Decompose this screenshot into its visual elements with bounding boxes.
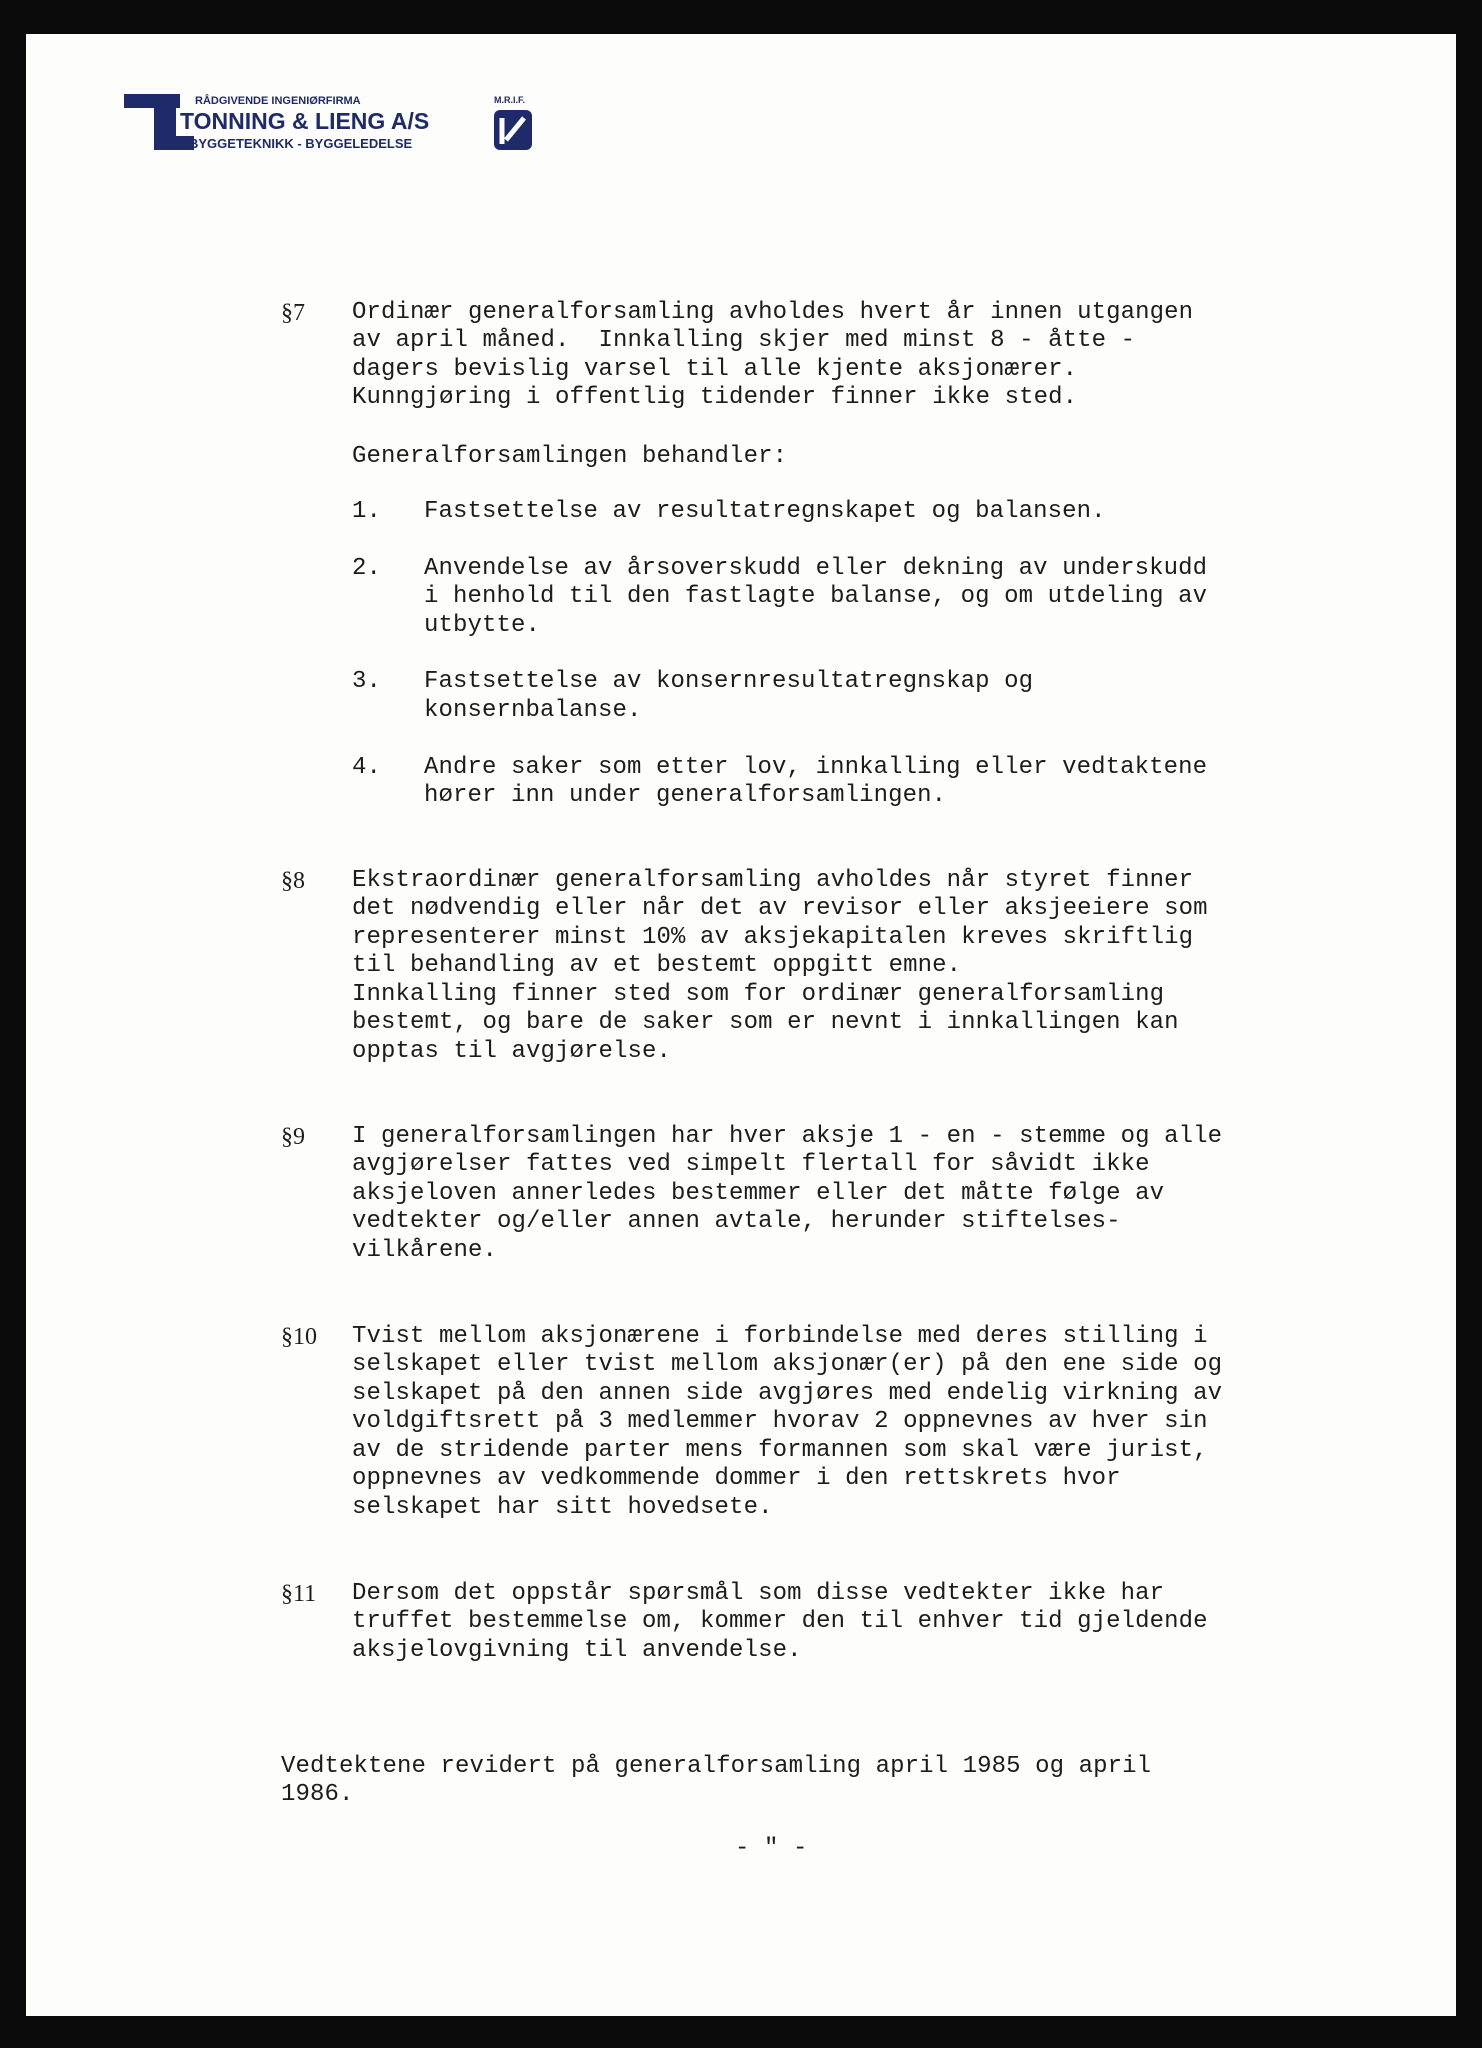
section-mark: §8 xyxy=(281,868,305,894)
section-9-line: avgjørelser fattes ved simpelt flertall for såvidt ikke xyxy=(352,1151,1150,1178)
agenda-item-line: konsernbalanse. xyxy=(424,697,642,724)
section-10-line: Tvist mellom aksjonærene i forbindelse med deres stilling i xyxy=(352,1323,1208,1350)
revision-note: 1986. xyxy=(281,1781,354,1808)
logo-company-name: TONNING & LIENG A/S xyxy=(180,108,430,134)
section-11-line: aksjelovgivning til anvendelse. xyxy=(352,1637,802,1664)
section-10-line: selskapet har sitt hovedsete. xyxy=(352,1494,773,1521)
section-9-line: aksjeloven annerledes bestemmer eller det måtte følge av xyxy=(352,1180,1165,1207)
section-mark: §11 xyxy=(281,1581,317,1607)
agenda-item-line: Andre saker som etter lov, innkalling eller vedtaktene xyxy=(424,754,1208,781)
section-11-line: truffet bestemmelse om, kommer den til enhver tid gjeldende xyxy=(352,1608,1208,1635)
agenda-number: 3. xyxy=(352,668,382,695)
section-10-line: av de stridende parter mens formannen som skal være jurist, xyxy=(352,1437,1208,1464)
section-7-line: Kunngjøring i offentlig tidender finner ikke sted. xyxy=(352,384,1078,411)
agenda-item-line: Fastsettelse av resultatregnskapet og balansen. xyxy=(424,498,1106,525)
page-mark: - " - xyxy=(735,1835,808,1862)
section-7-line: av april måned. Innkalling skjer med minst 8 - åtte - xyxy=(352,327,1136,354)
section-8-line: bestemt, og bare de saker som er nevnt i innkallingen kan xyxy=(352,1009,1179,1036)
section-11-line: Dersom det oppstår spørsmål som disse vedtekter ikke har xyxy=(352,1580,1165,1607)
section-9-line: vedtekter og/eller annen avtale, herunder stiftelses- xyxy=(352,1208,1121,1235)
agenda-number: 1. xyxy=(352,498,382,525)
agenda-item-line: Anvendelse av årsoverskudd eller dekning av underskudd xyxy=(424,555,1208,582)
section-mark: §9 xyxy=(281,1124,305,1150)
section-mark: §7 xyxy=(281,300,305,326)
company-logo xyxy=(122,88,542,158)
section-9-line: I generalforsamlingen har hver aksje 1 - en - stemme og alle xyxy=(352,1123,1223,1150)
agenda-item-line: Fastsettelse av konsernresultatregnskap og xyxy=(424,668,1034,695)
section-8-line: Ekstraordinær generalforsamling avholdes når styret finner xyxy=(352,867,1194,894)
agenda-number: 2. xyxy=(352,555,382,582)
agenda-intro: Generalforsamlingen behandler: xyxy=(352,443,788,470)
logo-services: BYGGETEKNIKK - BYGGELEDELSE xyxy=(189,136,413,151)
agenda-item-line: i henhold til den fastlagte balanse, og om utdeling av xyxy=(424,583,1208,610)
section-10-line: selskapet på den annen side avgjøres med endelig virkning av xyxy=(352,1380,1223,1407)
logo-badge-text: M.R.I.F. xyxy=(494,95,525,105)
section-10-line: selskapet eller tvist mellom aksjonær(er) på den ene side og xyxy=(352,1351,1223,1378)
section-8-line: representerer minst 10% av aksjekapitalen kreves skriftlig xyxy=(352,924,1194,951)
section-10-line: voldgiftsrett på 3 medlemmer hvorav 2 oppnevnes av hver sin xyxy=(352,1408,1208,1435)
agenda-item-line: hører inn under generalforsamlingen. xyxy=(424,782,947,809)
agenda-item-line: utbytte. xyxy=(424,612,541,639)
section-mark: §10 xyxy=(281,1324,317,1350)
revision-note: Vedtektene revidert på generalforsamling april 1985 og april xyxy=(281,1753,1152,1780)
section-7-line: Ordinær generalforsamling avholdes hvert år innen utgangen xyxy=(352,299,1194,326)
section-7-line: dagers bevislig varsel til alle kjente aksjonærer. xyxy=(352,356,1078,383)
section-8-line: det nødvendig eller når det av revisor eller aksjeeiere som xyxy=(352,895,1208,922)
section-8-line: opptas til avgjørelse. xyxy=(352,1038,672,1065)
section-8-line: Innkalling finner sted som for ordinær generalforsamling xyxy=(352,981,1165,1008)
logo-tagline: RÅDGIVENDE INGENIØRFIRMA xyxy=(195,95,361,107)
section-10-line: oppnevnes av vedkommende dommer i den rettskrets hvor xyxy=(352,1465,1121,1492)
section-9-line: vilkårene. xyxy=(352,1237,498,1264)
section-8-line: til behandling av et bestemt oppgitt emne. xyxy=(352,952,962,979)
agenda-number: 4. xyxy=(352,754,382,781)
